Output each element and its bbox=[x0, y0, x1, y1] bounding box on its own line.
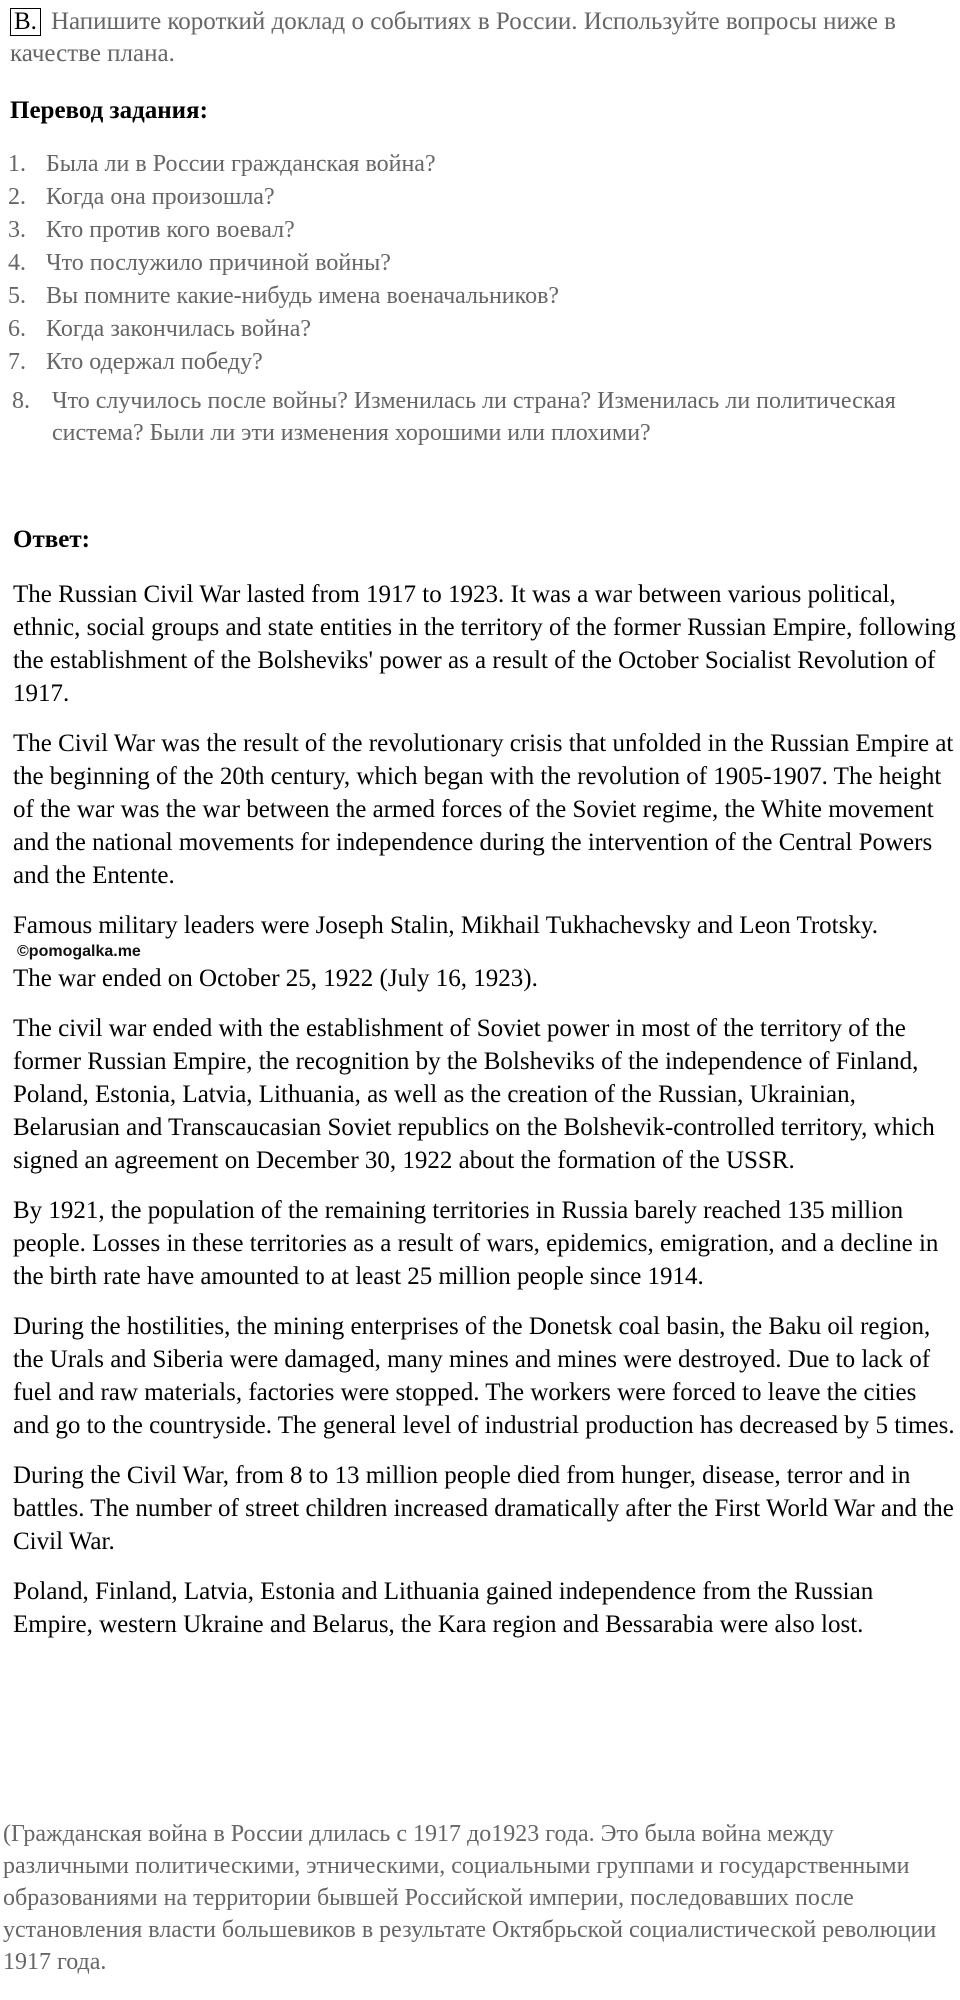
question-number: 4. bbox=[8, 250, 26, 276]
question-text: Что случилось после войны? Изменилась ли страна? Изменилась ли политическая система? Были ли эти изменения хорошими или плохими? bbox=[52, 388, 896, 446]
answer-paragraph: During the Civil War, from 8 to 13 million people died from hunger, disease, terror and in battles. The number of street children increased dramatically after the First World War and the Civil War. bbox=[13, 1462, 954, 1555]
watermark-text: ©pomogalka.me bbox=[17, 943, 141, 960]
answer-paragraph: By 1921, the population of the remaining territories in Russia barely reached 135 million people. Losses in these territories as a result of wars, epidemics, emigration, and a decline in the birth rate have amounted to at least 25 million people since 1914. bbox=[13, 1197, 939, 1290]
answer-body bbox=[13, 578, 958, 1641]
answer-paragraph: Famous military leaders were Joseph Stalin, Mikhail Tukhachevsky and Leon Trotsky. bbox=[13, 912, 878, 939]
question-item bbox=[8, 148, 948, 181]
question-number: 1. bbox=[8, 151, 26, 177]
question-item bbox=[8, 214, 948, 247]
question-text: Когда она произошла? bbox=[46, 184, 275, 210]
question-item bbox=[8, 313, 948, 346]
question-number: 5. bbox=[8, 283, 26, 309]
question-item bbox=[8, 181, 948, 214]
question-item bbox=[8, 247, 948, 280]
answer-paragraph: During the hostilities, the mining enterprises of the Donetsk coal basin, the Baku oil region, the Urals and Siberia were damaged, many mines and mines were destroyed. Due to lack of fuel and raw materials, factories were stopped. The workers were forced to leave the cities and go to the countryside. The general level of industrial production has decreased by 5 times. bbox=[13, 1313, 955, 1439]
answer-paragraph: The civil war ended with the establishment of Soviet power in most of the territory of the former Russian Empire, the recognition by the Bolsheviks of the independence of Finland, Poland, Estonia, Latvia, Lithuania, as well as the creation of the Russian, Ukrainian, Belarusian and Transcaucasian Soviet republics on the Bolshevik-controlled territory, which signed an agreement on December 30, 1922 about the formation of the USSR. bbox=[13, 1015, 935, 1174]
answer-paragraph: The Russian Civil War lasted from 1917 to 1923. It was a war between various political, ethnic, social groups and state entities in the territory of the former Russian Empire, following the establishment of the Bolsheviks' power as a result of the October Socialist Revolution of 1917. bbox=[13, 581, 956, 707]
answer-paragraph: The Civil War was the result of the revolutionary crisis that unfolded in the Russian Empire at the beginning of the 20th century, which began with the revolution of 1905-1907. The height of the war was the war between the armed forces of the Soviet regime, the White movement and the national movements for independence during the intervention of the Central Powers and the Entente. bbox=[13, 730, 954, 889]
task-text: Напишите короткий доклад о событиях в России. Используйте вопросы ниже в качестве плана. bbox=[10, 8, 896, 67]
translation-heading: Перевод задания: bbox=[10, 97, 208, 124]
question-number: 7. bbox=[8, 349, 26, 375]
question-text: Кто одержал победу? bbox=[46, 349, 263, 375]
question-text: Была ли в России гражданская война? bbox=[46, 151, 436, 177]
question-text: Кто против кого воевал? bbox=[46, 217, 295, 243]
question-item bbox=[8, 346, 948, 379]
question-list bbox=[8, 148, 948, 449]
question-number: 8. bbox=[12, 388, 30, 414]
question-number: 3. bbox=[8, 217, 26, 243]
question-text: Что послужило причиной войны? bbox=[46, 250, 391, 276]
question-text: Вы помните какие-нибудь имена военачальников? bbox=[46, 283, 560, 309]
answer-heading: Ответ: bbox=[13, 526, 90, 553]
question-text: Когда закончилась война? bbox=[46, 316, 312, 342]
task-letter-box: B. bbox=[10, 8, 41, 36]
translation-paragraph: (Гражданская война в России длилась с 1917 до1923 года. Это была война между различными политическими, этническими, социальными группами и государственными образованиями на территории бывшей Российской империи, последовавших после установления власти большевиков в результате Октябрьской социалистической революции 1917 года. bbox=[3, 1821, 937, 1975]
task-statement bbox=[10, 6, 950, 70]
question-number: 6. bbox=[8, 316, 26, 342]
question-number: 2. bbox=[8, 184, 26, 210]
answer-paragraph: Poland, Finland, Latvia, Estonia and Lithuania gained independence from the Russian Empire, western Ukraine and Belarus, the Kara region and Bessarabia were also lost. bbox=[13, 1578, 874, 1638]
answer-paragraph: The war ended on October 25, 1922 (July 16, 1923). bbox=[13, 965, 538, 992]
question-item bbox=[8, 385, 948, 449]
question-item bbox=[8, 280, 948, 313]
